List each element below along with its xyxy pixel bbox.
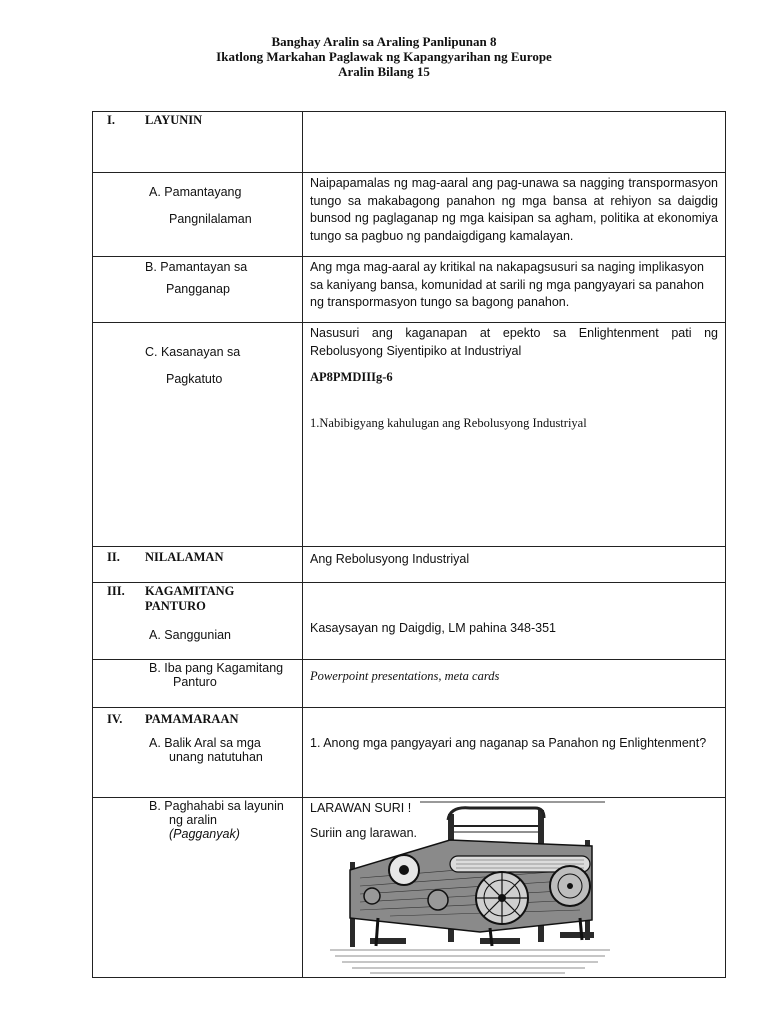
sub-label: A. Sanggunian bbox=[149, 628, 232, 642]
row-label: B. Pamantayan sa bbox=[145, 260, 248, 274]
floor-shading bbox=[330, 950, 610, 973]
row-label-cont: Pagkatuto bbox=[166, 372, 223, 386]
content-text: Nasusuri ang kaganapan at epekto sa Enlightenment pati ng Rebolusyong Siyentipiko at Industriyal bbox=[310, 326, 718, 358]
competency-code: AP8PMDIIIg-6 bbox=[310, 370, 393, 384]
section-label: PAMAMARAAN bbox=[145, 712, 239, 726]
section-number: III. bbox=[107, 584, 125, 598]
row-kagamitan bbox=[93, 583, 726, 660]
row-label-cont: Pangganap bbox=[166, 282, 230, 296]
row-kasanayan bbox=[93, 323, 726, 547]
row-label-cont: ng aralin bbox=[169, 813, 217, 827]
activity-instruction: Suriin ang larawan. bbox=[310, 825, 418, 840]
top-beam bbox=[448, 808, 544, 832]
row-layunin bbox=[93, 112, 726, 173]
content-text: Ang mga mag-aaral ay kritikal na nakapagsusuri sa naging implikasyon sa kaniyang bansa, komunidad at sarili ng mga pangyayari sa panahon ng transpormasyon tungo sa bagong panahon. bbox=[303, 257, 726, 323]
small-gear bbox=[428, 890, 448, 910]
row-label-cont: Pangnilalaman bbox=[169, 212, 252, 226]
section-label: KAGAMITANG bbox=[145, 584, 235, 598]
power-loom-illustration bbox=[330, 800, 610, 976]
header-subtitle: Ikatlong Markahan Paglawak ng Kapangyarihan ng Europe bbox=[216, 49, 552, 64]
section-number: I. bbox=[107, 113, 115, 127]
row-label: B. Paghahabi sa layunin bbox=[149, 799, 284, 813]
objective-text: 1.Nabibigyang kahulugan ang Rebolusyong Industriyal bbox=[310, 415, 587, 430]
gear-hub bbox=[498, 894, 506, 902]
sub-label-cont: unang natutuhan bbox=[169, 750, 263, 764]
row-iba-pa bbox=[93, 660, 726, 708]
row-pamamaraan bbox=[93, 708, 726, 798]
content-text: Kasaysayan ng Daigdig, LM pahina 348-351 bbox=[303, 583, 726, 660]
row-label: A. Pamantayang bbox=[149, 185, 242, 199]
section-label: NILALAMAN bbox=[145, 550, 224, 564]
row-label-note: (Pagganyak) bbox=[169, 827, 240, 841]
section-label: LAYUNIN bbox=[145, 113, 203, 127]
sub-label: A. Balik Aral sa mga bbox=[149, 736, 261, 750]
header-lesson-number: Aralin Bilang 15 bbox=[338, 64, 430, 79]
content-text: Naipapamalas ng mag-aaral ang pag-unawa sa nagging transpormasyon tungo sa makabagong panahon ng mga bansa at rehiyon sa daigdig bunsod ng paglaganap ng mga kaisipan sa agham, politika at ekonomiya tungo sa pagbuo ng pandaigdigang kamalayan. bbox=[303, 173, 726, 257]
row-nilalaman bbox=[93, 547, 726, 583]
row-pamantayang-pangnilalaman bbox=[93, 173, 726, 257]
content-text: 1. Anong mga pangyayari ang naganap sa Panahon ng Enlightenment? bbox=[303, 708, 726, 798]
header-title: Banghay Aralin sa Araling Panlipunan 8 bbox=[271, 34, 497, 49]
row-pamantayan-pangganap bbox=[93, 257, 726, 323]
activity-title: LARAWAN SURI ! bbox=[310, 801, 412, 815]
content-text: Ang Rebolusyong Industriyal bbox=[303, 547, 726, 583]
content-text: Powerpoint presentations, meta cards bbox=[303, 660, 726, 708]
left-pulley-hub bbox=[399, 865, 409, 875]
section-number: IV. bbox=[107, 712, 123, 726]
row-label: B. Iba pang Kagamitang bbox=[149, 661, 284, 675]
right-wheel-hub bbox=[567, 883, 573, 889]
crank-gear bbox=[364, 888, 380, 904]
section-label-cont: PANTURO bbox=[145, 599, 206, 613]
document-header bbox=[0, 34, 768, 79]
row-label-cont: Panturo bbox=[173, 675, 217, 689]
section-number: II. bbox=[107, 550, 120, 564]
row-label: C. Kasanayan sa bbox=[145, 345, 241, 359]
